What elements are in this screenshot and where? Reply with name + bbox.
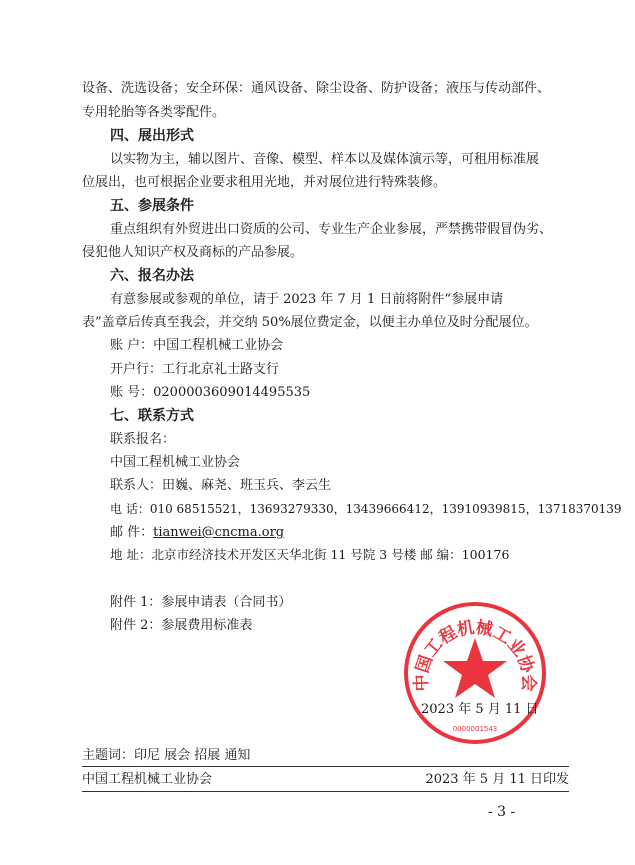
section-5-line-1: 重点组织有外贸进出口资质的公司、专业生产企业参展，严禁携带假冒伪劣、 [110, 222, 553, 237]
section-4-line-2: 位展出，也可根据企业要求租用光地，并对展位进行特殊装修。 [82, 175, 447, 190]
footer-rule-bottom [82, 791, 569, 792]
equipment-line-2: 专用轮胎等各类零配件。 [82, 105, 226, 120]
account-name: 账 户：中国工程机械工业协会 [110, 338, 284, 353]
phone-label: 电 话： [110, 502, 150, 516]
email-link[interactable]: tianwei@cncma.org [153, 525, 285, 540]
section-6-line-2: 表”盖章后传真至我会，并交纳 50%展位费定金，以便主办单位及时分配展位。 [82, 315, 538, 330]
section-6-line-1: 有意参展或参观的单位，请于 2023 年 7 月 1 日前将附件“参展申请 [110, 292, 504, 307]
contact-persons: 联系人：田巍、麻尧、班玉兵、李云生 [110, 478, 332, 493]
email-label: 邮 件： [110, 525, 154, 540]
section-5-heading: 五、参展条件 [110, 198, 194, 214]
phone-numbers: 010 68515521，13693279330，13439666412，13910939815，13718370139 [149, 502, 622, 516]
contact-intro: 联系报名： [110, 432, 176, 447]
section-5-line-2: 侵犯他人知识产权及商标的产品参展。 [82, 245, 304, 260]
footer-issue-date: 2023 年 5 月 11 日印发 [425, 772, 569, 787]
account-number: 账 号：0200003609014495535 [110, 385, 311, 400]
section-4-heading: 四、展出形式 [110, 128, 194, 144]
contact-phone [110, 503, 622, 515]
seal-text: 中国工程机械工业协会 [411, 617, 539, 692]
official-seal [400, 598, 550, 748]
seal-number: 0000001543 [452, 725, 498, 733]
contact-email [110, 526, 284, 539]
section-4-line-1: 以实物为主，辅以图片、音像、模型、样本以及媒体演示等，可租用标准展 [110, 152, 540, 167]
page-number: - 3 - [488, 804, 516, 820]
bank-name: 开户行：工行北京礼士路支行 [110, 362, 280, 377]
contact-org: 中国工程机械工业协会 [110, 455, 241, 470]
section-6-heading: 六、报名办法 [110, 268, 194, 284]
seal-star-icon [443, 638, 507, 698]
footer-keywords: 主题词：印尼 展会 招展 通知 [82, 748, 251, 763]
section-7-heading: 七、联系方式 [110, 408, 194, 424]
attachment-2: 附件 2：参展费用标准表 [110, 618, 253, 633]
attachment-1: 附件 1：参展申请表（合同书） [110, 595, 292, 610]
footer-rule-top [82, 766, 569, 767]
contact-address: 地 址：北京市经济技术开发区天华北街 11 号院 3 号楼 邮 编：100176 [110, 547, 510, 562]
footer-issuer: 中国工程机械工业协会 [82, 772, 213, 787]
signature-date: 2023 年 5 月 11 日 [421, 702, 539, 717]
equipment-line-1: 设备、洗选设备；安全环保：通风设备、除尘设备、防护设备；液压与传动部件、 [82, 81, 551, 96]
